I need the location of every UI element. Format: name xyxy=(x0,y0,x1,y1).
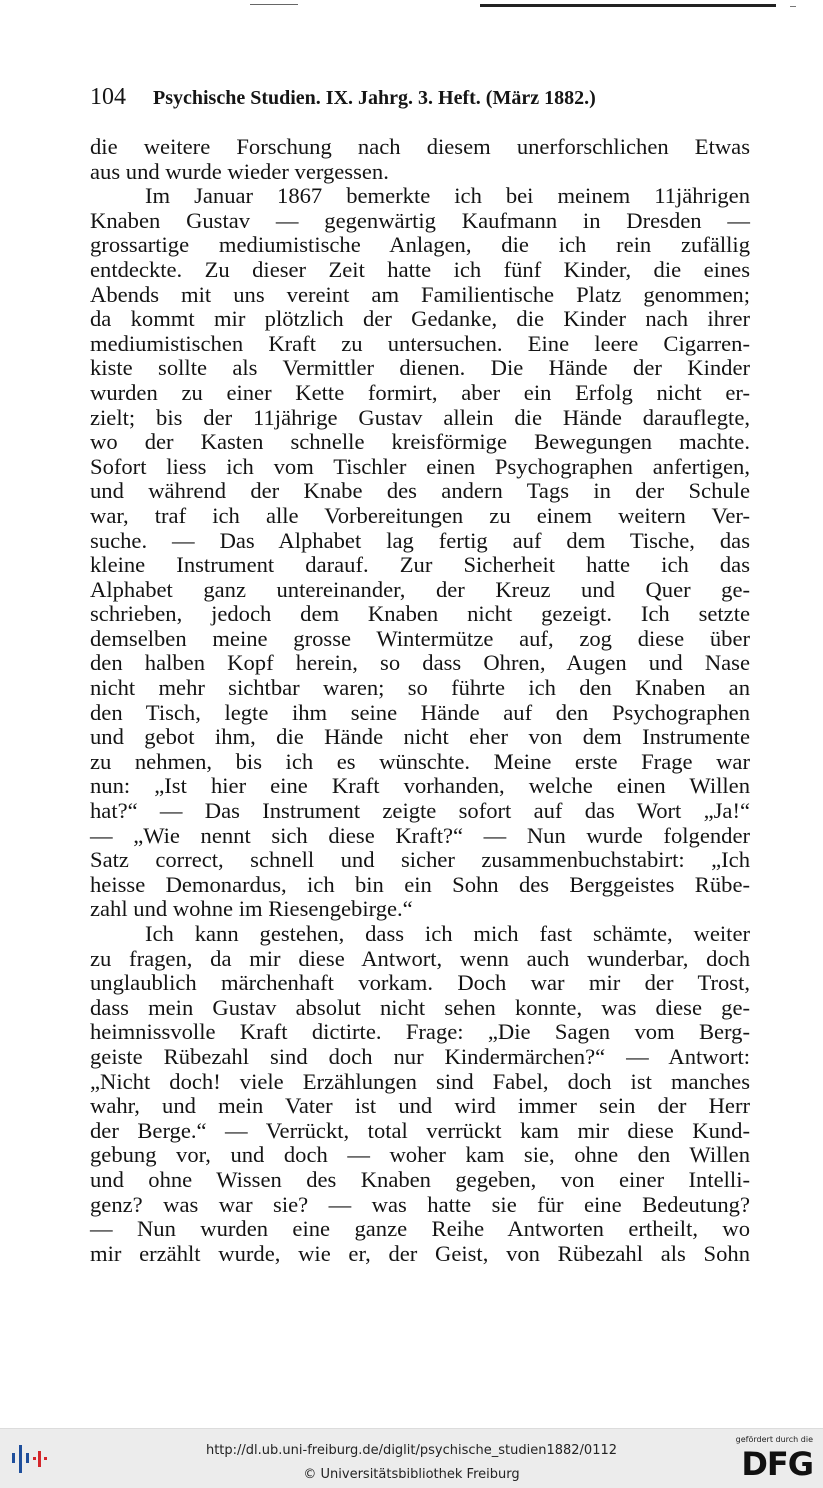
text-line: heimnissvolle Kraft dictirte. Frage: „Die Sagen vom Berg- xyxy=(90,1019,750,1045)
text-line: mir erzählt wurde, wie er, der Geist, von Rübezahl als Sohn xyxy=(90,1240,750,1266)
text-line: mediumistischen Kraft zu untersuchen. Eine leere Cigarren- xyxy=(90,330,750,356)
permalink-url[interactable]: http://dl.ub.uni-freiburg.de/diglit/psychische_studien1882/0112 xyxy=(205,1443,618,1458)
text-line: genz? was war sie? — was hatte sie für eine Bedeutung? xyxy=(90,1191,750,1217)
copyright-text: © Universitätsbibliothek Freiburg xyxy=(303,1467,520,1482)
dfg-logo: DFG xyxy=(741,1445,813,1483)
text-line: zahl und wohne im Riesengebirge.“ xyxy=(90,896,413,922)
text-line: nicht mehr sichtbar waren; so führte ich den Knaben an xyxy=(90,675,750,701)
scan-edge-rule xyxy=(480,4,776,7)
text-line: der Berge.“ — Verrückt, total verrückt kam mir diese Kund- xyxy=(90,1117,750,1143)
text-line: Satz correct, schnell und sicher zusammenbuchstabirt: „Ich xyxy=(90,847,750,873)
text-line: und ohne Wissen des Knaben gegeben, von einer Intelli- xyxy=(90,1166,750,1192)
text-line: geiste Rübezahl sind doch nur Kindermärchen?“ — Antwort: xyxy=(90,1043,750,1069)
text-line: zu fragen, da mir diese Antwort, wenn auch wunderbar, doch xyxy=(90,945,750,971)
text-line: zielt; bis der 11jährige Gustav allein die Hände darauflegte, xyxy=(90,404,750,430)
text-line: hat?“ — Das Instrument zeigte sofort auf das Wort „Ja!“ xyxy=(90,798,750,824)
text-line: wo der Kasten schnelle kreisförmige Bewegungen machte. xyxy=(90,429,750,455)
text-line: Knaben Gustav — gegenwärtig Kaufmann in Dresden — xyxy=(90,207,750,233)
text-line: da kommt mir plötzlich der Gedanke, die Kinder nach ihrer xyxy=(90,306,750,332)
text-line: schrieben, jedoch dem Knaben nicht gezeigt. Ich setzte xyxy=(90,601,750,627)
page-number: 104 xyxy=(90,84,126,110)
running-title: Psychische Studien. IX. Jahrg. 3. Heft. (März 1882.) xyxy=(153,87,596,109)
text-line: suche. — Das Alphabet lag fertig auf dem Tische, das xyxy=(90,527,750,553)
text-line: kleine Instrument darauf. Zur Sicherheit hatte ich das xyxy=(90,552,750,578)
text-line: demselben meine grosse Wintermütze auf, zog diese über xyxy=(90,625,750,651)
text-line: gebung vor, und doch — woher kam sie, ohne den Willen xyxy=(90,1142,750,1168)
text-line: heisse Demonardus, ich bin ein Sohn des Berggeistes Rübe- xyxy=(90,871,750,897)
text-line: die weitere Forschung nach diesem unerforschlichen Etwas xyxy=(90,134,750,159)
text-line: Abends mit uns vereint am Familientische Platz genommen; xyxy=(90,281,750,307)
text-line: kiste sollte als Vermittler dienen. Die Hände der Kinder xyxy=(90,355,750,381)
text-line: dass mein Gustav absolut nicht sehen konnte, was diese ge- xyxy=(90,994,750,1020)
text-line: — Nun wurden eine ganze Reihe Antworten ertheilt, wo xyxy=(90,1216,750,1242)
scan-edge-mark xyxy=(790,6,796,7)
text-line: wurden zu einer Kette formirt, aber ein Erfolg nicht er- xyxy=(90,379,750,405)
text-line: den halben Kopf herein, so dass Ohren, Augen und Nase xyxy=(90,650,750,676)
text-line: Ich kann gestehen, dass ich mich fast schämte, weiter xyxy=(145,921,750,946)
text-line: aus und wurde wieder vergessen. xyxy=(90,158,389,184)
footer-bar xyxy=(0,1428,823,1488)
dfg-tagline: gefördert durch die xyxy=(735,1435,813,1444)
text-line: Alphabet ganz untereinander, der Kreuz und Quer ge- xyxy=(90,576,750,602)
text-line: und gebot ihm, die Hände nicht eher von dem Instrumente xyxy=(90,724,750,750)
body-text xyxy=(90,135,750,1266)
text-line: war, traf ich alle Vorbereitungen zu einem weitern Ver- xyxy=(90,502,750,528)
text-line: wahr, und mein Vater ist und wird immer sein der Herr xyxy=(90,1093,750,1119)
text-line: nun: „Ist hier eine Kraft vorhanden, welche einen Willen xyxy=(90,773,750,799)
text-line: „Nicht doch! viele Erzählungen sind Fabel, doch ist manches xyxy=(90,1068,750,1094)
text-line: — „Wie nennt sich diese Kraft?“ — Nun wurde folgender xyxy=(90,822,750,848)
text-line: Sofort liess ich vom Tischler einen Psychographen anfertigen, xyxy=(90,453,750,479)
scan-edge-mark xyxy=(250,4,298,5)
text-line: zu nehmen, bis ich es wünschte. Meine erste Frage war xyxy=(90,748,750,774)
text-line: entdeckte. Zu dieser Zeit hatte ich fünf Kinder, die eines xyxy=(90,256,750,282)
text-line: grossartige mediumistische Anlagen, die ich rein zufällig xyxy=(90,232,750,258)
page-header xyxy=(90,84,750,111)
text-line: den Tisch, legte ihm seine Hände auf den Psychographen xyxy=(90,699,750,725)
text-line: und während der Knabe des andern Tags in der Schule xyxy=(90,478,750,504)
text-line: unglaublich märchenhaft vorkam. Doch war mir der Trost, xyxy=(90,970,750,996)
text-line: Im Januar 1867 bemerkte ich bei meinem 11jährigen xyxy=(145,183,750,209)
